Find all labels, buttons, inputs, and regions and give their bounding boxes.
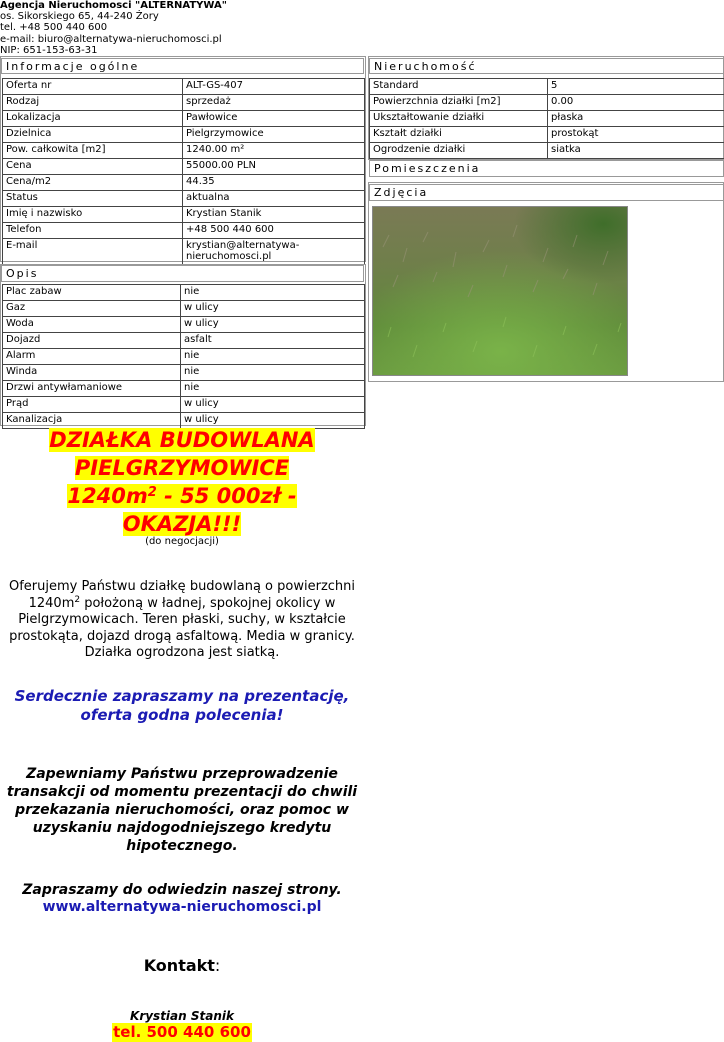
website-link[interactable]: www.alternatywa-nieruchomosci.pl (0, 899, 364, 916)
feature-value: nie (181, 285, 365, 301)
feature-label: Woda (3, 317, 181, 333)
contact-heading-text: Kontakt (144, 956, 215, 975)
headline-area-sup: 2 (148, 485, 157, 500)
features-title: Opis (1, 265, 364, 282)
rooms-title: Pomieszczenia (369, 160, 724, 177)
general-info-row (3, 111, 365, 127)
property-row (370, 111, 724, 127)
general-info-label: Cena (3, 159, 183, 175)
feature-value: w ulicy (181, 301, 365, 317)
invitation-text: Serdecznie zapraszamy na prezentację, oferta godna polecenia! (0, 687, 364, 725)
general-info-label: Dzielnica (3, 127, 183, 143)
general-info-value: aktualna (183, 191, 365, 207)
feature-label: Prąd (3, 397, 181, 413)
visit-text: Zapraszamy do odwiedzin naszej strony. (0, 881, 364, 899)
property-value: płaska (548, 111, 724, 127)
general-info-value: 1240.00 m² (183, 143, 365, 159)
general-info-row (3, 95, 365, 111)
general-info-row (3, 175, 365, 191)
general-info-value: ALT-GS-407 (183, 79, 365, 95)
property-label: Kształt działki (370, 127, 548, 143)
general-info-row (3, 143, 365, 159)
general-info-label: Oferta nr (3, 79, 183, 95)
offer-paragraph-sup: 2 (74, 595, 80, 605)
negotiable-note: (do negocjacji) (0, 536, 364, 547)
feature-row (3, 285, 365, 301)
contact-person: Krystian Stanik (0, 1009, 364, 1023)
agency-name: Agencja Nieruchomosci "ALTERNATYWA" (0, 0, 227, 11)
general-info-label: Pow. całkowita [m2] (3, 143, 183, 159)
property-value: 5 (548, 79, 724, 95)
agency-phone: tel. +48 500 440 600 (0, 22, 227, 33)
property-row (370, 79, 724, 95)
general-info-row (3, 239, 365, 266)
general-info-row (3, 127, 365, 143)
contact-heading (0, 956, 364, 975)
feature-row (3, 333, 365, 349)
headline-line-2: PIELGRZYMOWICE (75, 456, 289, 480)
contact-heading-colon: : (215, 956, 220, 975)
feature-label: Drzwi antywłamaniowe (3, 381, 181, 397)
feature-value: w ulicy (181, 317, 365, 333)
general-info-label: Cena/m2 (3, 175, 183, 191)
general-info-row (3, 207, 365, 223)
general-info-row (3, 191, 365, 207)
general-info-table (2, 78, 365, 266)
property-value: siatka (548, 143, 724, 159)
feature-value: nie (181, 381, 365, 397)
general-info-label: Rodzaj (3, 95, 183, 111)
offer-description (0, 426, 364, 1042)
property-table (369, 78, 724, 159)
general-info-label: E-mail (3, 239, 183, 266)
general-info-label: Status (3, 191, 183, 207)
general-info-value: Pawłowice (183, 111, 365, 127)
general-info-value: 55000.00 PLN (183, 159, 365, 175)
general-info-row (3, 223, 365, 239)
general-info-label: Imię i nazwisko (3, 207, 183, 223)
property-label: Powierzchnia działki [m2] (370, 95, 548, 111)
general-info-label: Lokalizacja (3, 111, 183, 127)
feature-label: Plac zabaw (3, 285, 181, 301)
feature-label: Winda (3, 365, 181, 381)
general-info-value: Pielgrzymowice (183, 127, 365, 143)
property-photo[interactable] (372, 206, 628, 376)
feature-label: Alarm (3, 349, 181, 365)
general-info-value: +48 500 440 600 (183, 223, 365, 239)
feature-row (3, 349, 365, 365)
agency-nip: NIP: 651-153-63-31 (0, 45, 227, 56)
feature-value: nie (181, 365, 365, 381)
offer-paragraph (0, 579, 364, 662)
general-info-row (3, 79, 365, 95)
offer-paragraph-a: Oferujemy Państwu działkę budowlaną o powierzchni 1240m (9, 579, 355, 611)
property-row (370, 143, 724, 159)
agency-email: e-mail: biuro@alternatywa-nieruchomosci.pl (0, 34, 227, 45)
headline-price: - 55 000zł - (157, 484, 297, 508)
headline-area: 1240m (67, 484, 147, 508)
feature-value: nie (181, 349, 365, 365)
feature-row (3, 365, 365, 381)
property-title: Nieruchomość (369, 58, 724, 74)
headline-line-1: DZIAŁKA BUDOWLANA (49, 428, 314, 452)
general-info-value: krystian@alternatywa-nieruchomosci.pl (183, 239, 365, 266)
feature-value: w ulicy (181, 413, 365, 429)
headline-line-4: OKAZJA!!! (123, 512, 241, 536)
agency-header (0, 0, 227, 56)
property-value: 0.00 (548, 95, 724, 111)
feature-row (3, 381, 365, 397)
feature-label: Kanalizacja (3, 413, 181, 429)
general-info-row (3, 159, 365, 175)
agency-address: os. Sikorskiego 65, 44-240 Żory (0, 11, 227, 22)
property-value: prostokąt (548, 127, 724, 143)
headline-line-3 (67, 484, 296, 508)
photos-title: Zdjęcia (369, 184, 724, 201)
feature-value: w ulicy (181, 397, 365, 413)
general-info-value: sprzedaż (183, 95, 365, 111)
offer-paragraph-b: położoną w ładnej, spokojnej okolicy w Pielgrzymowicach. Teren płaski, suchy, w kształcie prostokąta, dojazd drogą asfaltową. Media w granicy. Działka ogrodzona jest siatką. (9, 596, 355, 661)
property-label: Standard (370, 79, 548, 95)
feature-row (3, 301, 365, 317)
features-table (2, 284, 365, 429)
feature-label: Gaz (3, 301, 181, 317)
property-row (370, 127, 724, 143)
contact-phone: tel. 500 440 600 (112, 1023, 252, 1042)
feature-value: asfalt (181, 333, 365, 349)
property-row (370, 95, 724, 111)
general-info-value: 44.35 (183, 175, 365, 191)
property-label: Ukształtowanie działki (370, 111, 548, 127)
general-info-title: Informacje ogólne (1, 58, 364, 74)
feature-row (3, 317, 365, 333)
property-label: Ogrodzenie działki (370, 143, 548, 159)
headline (0, 426, 364, 538)
feature-label: Dojazd (3, 333, 181, 349)
general-info-label: Telefon (3, 223, 183, 239)
assurance-text: Zapewniamy Państwu przeprowadzenie transakcji od momentu prezentacji do chwili przekazania nieruchomości, oraz pomoc w uzyskaniu najdogodniejszego kredytu hipotecznego. (0, 765, 364, 855)
feature-row (3, 397, 365, 413)
general-info-value: Krystian Stanik (183, 207, 365, 223)
